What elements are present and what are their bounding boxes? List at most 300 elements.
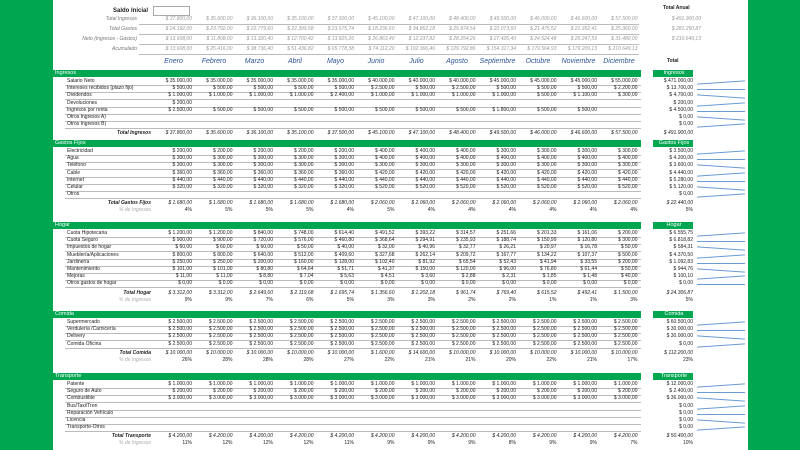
cell-value[interactable]: $ 2.500,00 — [492, 326, 516, 333]
cell-value[interactable]: $ 65,54 — [458, 258, 476, 265]
cell-value[interactable]: $ 2.500,00 — [411, 333, 435, 340]
cell-value[interactable]: $ 420,00 — [415, 169, 435, 176]
cell-value[interactable]: $ 500,00 — [213, 106, 233, 113]
cell-value[interactable]: $ 4,51 — [380, 273, 395, 280]
cell-value[interactable]: $ 500,00 — [415, 85, 435, 92]
cell-value[interactable]: $ 400,00 — [375, 155, 395, 162]
cell-value[interactable]: $ 2.500,00 — [249, 333, 273, 340]
cell-value[interactable]: $ 200,00 — [172, 148, 192, 154]
cell-value[interactable]: $ 3.000,00 — [249, 395, 273, 402]
cell-value[interactable]: $ 0,00 — [502, 280, 516, 287]
cell-value[interactable]: $ 200,00 — [334, 388, 354, 395]
cell-value[interactable]: $ 35.000,00 — [206, 78, 233, 84]
cell-value[interactable]: $ 2.500,00 — [613, 326, 638, 333]
cell-value[interactable]: $ 33,55 — [580, 258, 597, 265]
cell-value[interactable]: $ 50,00 — [296, 244, 314, 251]
cell-value[interactable]: $ 300,00 — [577, 148, 597, 154]
cell-value[interactable]: $ 500,00 — [294, 106, 314, 113]
cell-value[interactable]: $ 35.000,00 — [165, 78, 192, 84]
cell-value[interactable]: $ 1.000,00 — [411, 92, 435, 99]
cell-value[interactable]: $ 520,00 — [618, 184, 638, 190]
cell-value[interactable]: $ 51,71 — [337, 266, 354, 272]
cell-value[interactable]: $ 55.000,00 — [611, 78, 638, 84]
cell-value[interactable]: $ 3.000,00 — [168, 395, 192, 402]
cell-value[interactable]: $ 500,00 — [334, 106, 354, 113]
cell-value[interactable]: $ 2.500,00 — [370, 340, 395, 347]
cell-value[interactable]: $ 2.500,00 — [573, 333, 597, 340]
cell-value[interactable]: $ 1.100,00 — [573, 92, 597, 99]
cell-value[interactable]: $ 440,00 — [253, 176, 273, 183]
cell-value[interactable]: $ 300,00 — [618, 237, 638, 244]
cell-value[interactable]: $ 360,00 — [172, 169, 192, 176]
cell-value[interactable]: $ 400,00 — [456, 155, 476, 162]
cell-value[interactable]: $ 40,00 — [337, 244, 354, 251]
cell-value[interactable]: $ 440,00 — [294, 176, 314, 183]
cell-value[interactable]: $ 2.500,00 — [532, 340, 557, 347]
cell-value[interactable]: $ 1.000,00 — [208, 381, 233, 387]
cell-value[interactable]: $ 400,00 — [415, 155, 435, 162]
cell-value[interactable]: $ 300,00 — [618, 92, 638, 99]
cell-value[interactable]: $ 440,00 — [456, 176, 476, 183]
cell-value[interactable]: $ 1.000,00 — [249, 92, 273, 99]
cell-value[interactable]: $ 250,00 — [172, 258, 192, 265]
cell-value[interactable]: $ 500,00 — [456, 106, 476, 113]
cell-value[interactable]: $ 2.500,00 — [208, 340, 233, 347]
cell-value[interactable]: $ 300,00 — [334, 162, 354, 169]
cell-value[interactable]: $ 300,00 — [456, 162, 476, 169]
cell-value[interactable]: $ 45.000,00 — [570, 78, 597, 84]
cell-value[interactable]: $ 640,00 — [253, 251, 273, 258]
cell-value[interactable]: $ 200,00 — [618, 230, 638, 236]
cell-value[interactable]: $ 50,00 — [620, 244, 638, 251]
cell-value[interactable]: $ 150,00 — [415, 266, 435, 272]
cell-value[interactable]: $ 2.500,00 — [208, 319, 233, 325]
cell-value[interactable]: $ 320,00 — [172, 184, 192, 190]
cell-value[interactable]: $ 440,00 — [618, 176, 638, 183]
cell-value[interactable]: $ 1,85 — [542, 273, 557, 280]
cell-value[interactable]: $ 3.000,00 — [411, 395, 435, 402]
cell-value[interactable]: $ 2.500,00 — [451, 326, 476, 333]
cell-value[interactable]: $ 11,00 — [216, 273, 233, 280]
cell-value[interactable]: $ 2.500,00 — [613, 333, 638, 340]
cell-value[interactable]: $ 420,00 — [537, 169, 557, 176]
cell-value[interactable]: $ 400,00 — [375, 148, 395, 154]
cell-value[interactable]: $ 420,00 — [577, 169, 597, 176]
cell-value[interactable]: $ 35.000,00 — [327, 78, 354, 84]
cell-value[interactable]: $ 2,31 — [502, 273, 516, 280]
cell-value[interactable]: $ 50,00 — [620, 266, 638, 272]
cell-value[interactable]: $ 576,00 — [294, 237, 314, 244]
cell-value[interactable]: $ 251,66 — [496, 230, 516, 236]
cell-value[interactable]: $ 300,00 — [253, 155, 273, 162]
cell-value[interactable]: $ 40.000,00 — [408, 78, 435, 84]
cell-value[interactable]: $ 320,00 — [213, 184, 233, 190]
cell-value[interactable]: $ 440,00 — [577, 176, 597, 183]
cell-value[interactable]: $ 1.000,00 — [451, 381, 476, 387]
cell-value[interactable]: $ 327,68 — [375, 251, 395, 258]
cell-value[interactable]: $ 200,00 — [172, 388, 192, 395]
cell-value[interactable]: $ 900,00 — [213, 237, 233, 244]
cell-value[interactable]: $ 11,00 — [175, 273, 192, 280]
cell-value[interactable]: $ 2,88 — [461, 273, 476, 280]
cell-value[interactable]: $ 420,00 — [456, 169, 476, 176]
cell-value[interactable]: $ 500,00 — [253, 85, 273, 92]
cell-value[interactable]: $ 40.000,00 — [449, 78, 476, 84]
cell-value[interactable]: $ 300,00 — [415, 162, 435, 169]
cell-value[interactable]: $ 2.500,00 — [289, 319, 314, 325]
cell-value[interactable]: $ 400,00 — [496, 155, 516, 162]
cell-value[interactable]: $ 500,00 — [253, 106, 273, 113]
cell-value[interactable]: $ 320,00 — [294, 184, 314, 190]
cell-value[interactable]: $ 102,40 — [375, 258, 395, 265]
cell-value[interactable]: $ 320,00 — [334, 184, 354, 190]
cell-value[interactable]: $ 3.000,00 — [208, 395, 233, 402]
cell-value[interactable]: $ 200,00 — [577, 388, 597, 395]
cell-value[interactable]: $ 1.000,00 — [370, 381, 395, 387]
cell-value[interactable]: $ 0,00 — [178, 280, 192, 287]
cell-value[interactable]: $ 16,78 — [580, 244, 597, 251]
cell-value[interactable]: $ 360,00 — [294, 169, 314, 176]
cell-value[interactable]: $ 520,00 — [496, 184, 516, 190]
cell-value[interactable]: $ 2.500,00 — [289, 340, 314, 347]
cell-value[interactable]: $ 300,00 — [618, 162, 638, 169]
cell-value[interactable]: $ 1.000,00 — [411, 381, 435, 387]
cell-value[interactable]: $ 200,00 — [253, 388, 273, 395]
cell-value[interactable]: $ 2.500,00 — [168, 319, 192, 325]
cell-value[interactable]: $ 40,00 — [620, 273, 638, 280]
cell-value[interactable]: $ 1.000,00 — [168, 381, 192, 387]
cell-value[interactable]: $ 2.500,00 — [370, 319, 395, 325]
cell-value[interactable]: $ 1.000,00 — [492, 92, 516, 99]
cell-value[interactable]: $ 2.500,00 — [289, 326, 314, 333]
cell-value[interactable]: $ 440,00 — [375, 176, 395, 183]
cell-value[interactable]: $ 3.000,00 — [613, 395, 638, 402]
cell-value[interactable]: $ 41,37 — [377, 266, 395, 272]
cell-value[interactable]: $ 1.800,00 — [492, 106, 516, 113]
cell-value[interactable]: $ 1.000,00 — [613, 381, 638, 387]
cell-value[interactable]: $ 2.500,00 — [532, 319, 557, 325]
cell-value[interactable]: $ 400,00 — [618, 155, 638, 162]
cell-value[interactable]: $ 200,00 — [253, 258, 273, 265]
cell-value[interactable]: $ 2.500,00 — [492, 340, 516, 347]
cell-value[interactable]: $ 500,00 — [537, 85, 557, 92]
cell-value[interactable]: $ 1.200,00 — [168, 230, 192, 236]
cell-value[interactable]: $ 0,00 — [380, 280, 395, 287]
cell-value[interactable]: $ 720,00 — [253, 237, 273, 244]
cell-value[interactable]: $ 32,00 — [377, 244, 395, 251]
cell-value[interactable]: $ 40,96 — [418, 244, 435, 251]
cell-value[interactable]: $ 300,00 — [618, 148, 638, 154]
cell-value[interactable]: $ 2.500,00 — [411, 319, 435, 325]
cell-value[interactable]: $ 300,00 — [294, 155, 314, 162]
cell-value[interactable]: $ 2.500,00 — [208, 333, 233, 340]
cell-value[interactable]: $ 60,00 — [215, 244, 233, 251]
cell-value[interactable]: $ 400,00 — [415, 148, 435, 154]
cell-value[interactable]: $ 61,44 — [580, 266, 597, 272]
cell-value[interactable]: $ 80,80 — [256, 266, 273, 272]
cell-value[interactable]: $ 3.000,00 — [451, 395, 476, 402]
cell-value[interactable]: $ 200,00 — [334, 148, 354, 154]
cell-value[interactable]: $ 460,80 — [334, 237, 354, 244]
cell-value[interactable]: $ 3.000,00 — [573, 395, 597, 402]
cell-value[interactable]: $ 500,00 — [577, 106, 597, 113]
cell-value[interactable]: $ 748,00 — [294, 230, 314, 236]
cell-value[interactable]: $ 200,00 — [172, 99, 192, 106]
cell-value[interactable]: $ 1.000,00 — [330, 381, 354, 387]
cell-value[interactable]: $ 2.500,00 — [249, 340, 273, 347]
cell-value[interactable]: $ 2.200,00 — [613, 85, 638, 92]
cell-value[interactable]: $ 1.000,00 — [289, 381, 314, 387]
cell-value[interactable]: $ 300,00 — [213, 155, 233, 162]
cell-value[interactable]: $ 2.500,00 — [451, 319, 476, 325]
cell-value[interactable]: $ 200,00 — [618, 388, 638, 395]
cell-value[interactable]: $ 200,00 — [375, 388, 395, 395]
cell-value[interactable]: $ 20,97 — [539, 244, 557, 251]
cell-value[interactable]: $ 32,77 — [458, 244, 476, 251]
cell-value[interactable]: $ 520,00 — [375, 184, 395, 190]
cell-value[interactable]: $ 3.000,00 — [492, 395, 516, 402]
cell-value[interactable]: $ 2.500,00 — [370, 85, 395, 92]
cell-value[interactable]: $ 300,00 — [375, 162, 395, 169]
cell-value[interactable]: $ 420,00 — [375, 169, 395, 176]
cell-value[interactable]: $ 1.000,00 — [208, 92, 233, 99]
cell-value[interactable]: $ 300,00 — [172, 162, 192, 169]
cell-value[interactable]: $ 3.000,00 — [370, 395, 395, 402]
cell-value[interactable]: $ 2.500,00 — [573, 340, 597, 347]
cell-value[interactable]: $ 300,00 — [253, 162, 273, 169]
cell-value[interactable]: $ 35.000,00 — [287, 78, 314, 84]
cell-value[interactable]: $ 500,00 — [415, 106, 435, 113]
cell-value[interactable]: $ 500,00 — [213, 85, 233, 92]
cell-value[interactable]: $ 41,94 — [539, 258, 557, 265]
cell-value[interactable]: $ 0,00 — [259, 280, 273, 287]
cell-value[interactable]: $ 167,77 — [496, 251, 516, 258]
cell-value[interactable]: $ 440,00 — [496, 176, 516, 183]
cell-value[interactable]: $ 300,00 — [294, 162, 314, 169]
cell-value[interactable]: $ 2.500,00 — [208, 326, 233, 333]
cell-value[interactable]: $ 2.500,00 — [168, 326, 192, 333]
cell-value[interactable]: $ 500,00 — [294, 85, 314, 92]
cell-value[interactable]: $ 2.500,00 — [330, 340, 354, 347]
cell-value[interactable]: $ 2.500,00 — [573, 326, 597, 333]
cell-value[interactable]: $ 120,80 — [577, 237, 597, 244]
cell-value[interactable]: $ 314,57 — [456, 230, 476, 236]
cell-value[interactable]: $ 235,93 — [456, 237, 476, 244]
cell-value[interactable]: $ 300,00 — [537, 148, 557, 154]
cell-value[interactable]: $ 2.500,00 — [492, 333, 516, 340]
cell-value[interactable]: $ 1.000,00 — [492, 381, 516, 387]
cell-value[interactable]: $ 900,00 — [172, 237, 192, 244]
cell-value[interactable]: $ 200,00 — [294, 388, 314, 395]
cell-value[interactable]: $ 440,00 — [334, 176, 354, 183]
cell-value[interactable]: $ 300,00 — [496, 148, 516, 154]
cell-value[interactable]: $ 2.500,00 — [573, 319, 597, 325]
cell-value[interactable]: $ 500,00 — [537, 92, 557, 99]
cell-value[interactable]: $ 400,00 — [537, 155, 557, 162]
cell-value[interactable]: $ 500,00 — [334, 85, 354, 92]
cell-value[interactable]: $ 520,00 — [537, 184, 557, 190]
cell-value[interactable]: $ 26,21 — [499, 244, 516, 251]
cell-value[interactable]: $ 440,00 — [537, 176, 557, 183]
cell-value[interactable]: $ 0,00 — [583, 280, 597, 287]
cell-value[interactable]: $ 800,00 — [213, 251, 233, 258]
cell-value[interactable]: $ 300,00 — [496, 162, 516, 169]
cell-value[interactable]: $ 500,00 — [172, 85, 192, 92]
cell-value[interactable]: $ 368,64 — [375, 237, 395, 244]
cell-value[interactable]: $ 393,22 — [415, 230, 435, 236]
cell-value[interactable]: $ 360,00 — [213, 169, 233, 176]
cell-value[interactable]: $ 500,00 — [577, 85, 597, 92]
cell-value[interactable]: $ 520,00 — [456, 184, 476, 190]
cell-value[interactable]: $ 2.500,00 — [451, 85, 476, 92]
budget-sheet[interactable] — [53, 0, 748, 450]
cell-value[interactable]: $ 1.000,00 — [249, 381, 273, 387]
cell-value[interactable]: $ 2.500,00 — [532, 333, 557, 340]
cell-value[interactable]: $ 107,37 — [577, 251, 597, 258]
cell-value[interactable]: $ 81,92 — [418, 258, 435, 265]
cell-value[interactable]: $ 160,00 — [294, 258, 314, 265]
cell-value[interactable]: $ 2.500,00 — [249, 319, 273, 325]
cell-value[interactable]: $ 101,00 — [213, 266, 233, 272]
cell-value[interactable]: $ 200,00 — [496, 388, 516, 395]
cell-value[interactable]: $ 2.500,00 — [370, 326, 395, 333]
cell-value[interactable]: $ 3.000,00 — [532, 395, 557, 402]
saldo-inicial-input[interactable] — [153, 6, 190, 16]
cell-value[interactable]: $ 2.500,00 — [613, 319, 638, 325]
cell-value[interactable]: $ 400,00 — [456, 148, 476, 154]
cell-value[interactable]: $ 200,00 — [213, 148, 233, 154]
cell-value[interactable]: $ 360,00 — [253, 169, 273, 176]
cell-value[interactable]: $ 188,74 — [496, 237, 516, 244]
cell-value[interactable]: $ 250,00 — [213, 258, 233, 265]
cell-value[interactable]: $ 2.500,00 — [330, 333, 354, 340]
cell-value[interactable]: $ 614,40 — [334, 230, 354, 236]
cell-value[interactable]: $ 201,33 — [537, 230, 557, 236]
cell-value[interactable]: $ 420,00 — [496, 169, 516, 176]
cell-value[interactable]: $ 440,00 — [415, 176, 435, 183]
cell-value[interactable]: $ 200,00 — [618, 258, 638, 265]
cell-value[interactable]: $ 2.500,00 — [330, 326, 354, 333]
cell-value[interactable]: $ 2.500,00 — [492, 319, 516, 325]
cell-value[interactable]: $ 440,00 — [213, 176, 233, 183]
cell-value[interactable]: $ 0,00 — [461, 280, 476, 287]
cell-value[interactable]: $ 262,14 — [415, 251, 435, 258]
cell-value[interactable]: $ 0,00 — [299, 280, 314, 287]
cell-value[interactable]: $ 101,00 — [172, 266, 192, 272]
cell-value[interactable]: $ 500,00 — [375, 106, 395, 113]
cell-value[interactable]: $ 500,00 — [496, 85, 516, 92]
cell-value[interactable]: $ 2.500,00 — [613, 340, 638, 347]
cell-value[interactable]: $ 2.500,00 — [451, 340, 476, 347]
cell-value[interactable]: $ 0,00 — [340, 280, 354, 287]
cell-value[interactable]: $ 300,00 — [577, 162, 597, 169]
cell-value[interactable]: $ 60,00 — [256, 244, 273, 251]
cell-value[interactable]: $ 0,00 — [542, 280, 557, 287]
cell-value[interactable]: $ 360,00 — [334, 169, 354, 176]
cell-value[interactable]: $ 200,00 — [537, 388, 557, 395]
cell-value[interactable]: $ 161,06 — [577, 230, 597, 236]
cell-value[interactable]: $ 2.500,00 — [411, 326, 435, 333]
cell-value[interactable]: $ 7,04 — [299, 273, 314, 280]
cell-value[interactable]: $ 1.000,00 — [573, 381, 597, 387]
cell-value[interactable]: $ 200,00 — [456, 388, 476, 395]
cell-value[interactable]: $ 840,00 — [253, 230, 273, 236]
cell-value[interactable]: $ 520,00 — [415, 184, 435, 190]
cell-value[interactable]: $ 200,00 — [253, 148, 273, 154]
cell-value[interactable]: $ 2.500,00 — [451, 333, 476, 340]
cell-value[interactable]: $ 200,00 — [294, 148, 314, 154]
cell-value[interactable]: $ 2.500,00 — [289, 333, 314, 340]
cell-value[interactable]: $ 2.500,00 — [411, 340, 435, 347]
cell-value[interactable]: $ 500,00 — [618, 251, 638, 258]
cell-value[interactable]: $ 120,00 — [456, 266, 476, 272]
cell-value[interactable]: $ 0,00 — [623, 280, 638, 287]
cell-value[interactable]: $ 2.500,00 — [168, 333, 192, 340]
cell-value[interactable]: $ 2.500,00 — [168, 106, 192, 113]
cell-value[interactable]: $ 45.000,00 — [530, 78, 557, 84]
cell-value[interactable]: $ 300,00 — [213, 162, 233, 169]
cell-value[interactable]: $ 64,64 — [296, 266, 314, 272]
cell-value[interactable]: $ 420,00 — [618, 169, 638, 176]
cell-value[interactable]: $ 440,00 — [172, 176, 192, 183]
cell-value[interactable]: $ 0,00 — [218, 280, 233, 287]
cell-value[interactable]: $ 96,00 — [499, 266, 516, 272]
cell-value[interactable]: $ 2.500,00 — [168, 340, 192, 347]
cell-value[interactable]: $ 3.000,00 — [330, 395, 354, 402]
cell-value[interactable]: $ 520,00 — [577, 184, 597, 190]
cell-value[interactable]: $ 8,80 — [259, 273, 273, 280]
cell-value[interactable]: $ 2.400,00 — [330, 92, 354, 99]
cell-value[interactable]: $ 3,60 — [421, 273, 435, 280]
cell-value[interactable]: $ 76,80 — [539, 266, 557, 272]
cell-value[interactable]: $ 300,00 — [537, 162, 557, 169]
cell-value[interactable]: $ 60,00 — [175, 244, 192, 251]
cell-value[interactable]: $ 1.000,00 — [289, 92, 314, 99]
cell-value[interactable]: $ 209,72 — [456, 251, 476, 258]
cell-value[interactable]: $ 1.000,00 — [532, 381, 557, 387]
cell-value[interactable]: $ 1.200,00 — [208, 230, 233, 236]
cell-value[interactable]: $ 500,00 — [537, 106, 557, 113]
cell-value[interactable]: $ 134,22 — [537, 251, 557, 258]
cell-value[interactable]: $ 150,99 — [537, 237, 557, 244]
cell-value[interactable]: $ 2.500,00 — [532, 326, 557, 333]
cell-value[interactable]: $ 200,00 — [213, 388, 233, 395]
cell-value[interactable]: $ 2.500,00 — [370, 333, 395, 340]
cell-value[interactable]: $ 3.000,00 — [289, 395, 314, 402]
cell-value[interactable]: $ 294,91 — [415, 237, 435, 244]
cell-value[interactable]: $ 491,52 — [375, 230, 395, 236]
cell-value[interactable]: $ 1.000,00 — [451, 92, 476, 99]
cell-value[interactable]: $ 2.500,00 — [249, 326, 273, 333]
cell-value[interactable]: $ 800,00 — [172, 251, 192, 258]
cell-value[interactable]: $ 5,63 — [340, 273, 354, 280]
cell-value[interactable]: $ 1,48 — [583, 273, 597, 280]
cell-value[interactable]: $ 400,00 — [577, 155, 597, 162]
cell-value[interactable]: $ 0,00 — [421, 280, 435, 287]
cell-value[interactable]: $ 512,00 — [294, 251, 314, 258]
cell-value[interactable]: $ 40.000,00 — [368, 78, 395, 84]
cell-value[interactable]: $ 300,00 — [172, 155, 192, 162]
cell-value[interactable]: $ 200,00 — [415, 388, 435, 395]
cell-value[interactable]: $ 409,60 — [334, 251, 354, 258]
cell-value[interactable]: $ 2.500,00 — [330, 319, 354, 325]
cell-value[interactable]: $ 45.000,00 — [489, 78, 516, 84]
cell-value[interactable]: $ 35.000,00 — [246, 78, 273, 84]
cell-value[interactable]: $ 128,00 — [334, 258, 354, 265]
cell-value[interactable]: $ 300,00 — [334, 155, 354, 162]
cell-value[interactable]: $ 1.000,00 — [168, 92, 192, 99]
cell-value[interactable]: $ 1.000,00 — [370, 92, 395, 99]
